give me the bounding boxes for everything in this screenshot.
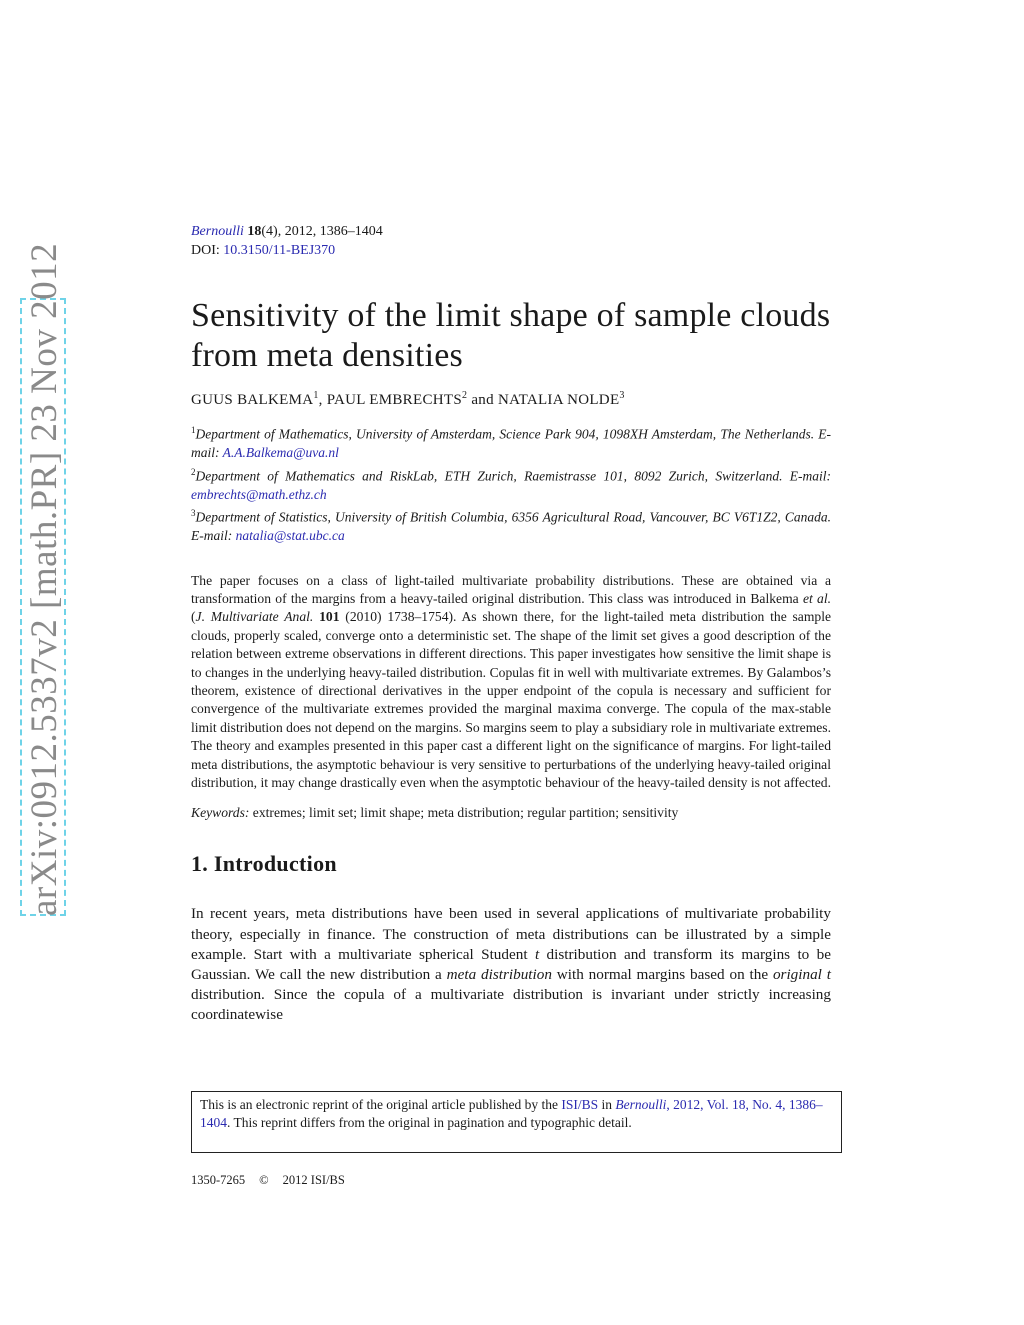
author-list	[191, 390, 831, 409]
author-affil-mark: 3	[619, 390, 625, 401]
affiliations	[191, 421, 831, 546]
intro-text: with normal margins based on the	[551, 965, 773, 983]
author-affil-mark: 1	[313, 390, 319, 401]
reprint-text: This is an electronic reprint of the original article published by the	[200, 1097, 562, 1112]
reprint-text: . This reprint differs from the original in pagination and typographic detail.	[227, 1115, 632, 1130]
journal-link[interactable]: Bernoulli	[615, 1097, 667, 1112]
affiliation-mark: 1	[191, 425, 196, 435]
copyright-icon: ©	[259, 1173, 269, 1187]
introduction-paragraph	[191, 904, 831, 1025]
copyright-line	[191, 1173, 345, 1188]
reprint-notice	[191, 1091, 842, 1153]
keywords-label: Keywords:	[191, 805, 250, 821]
abstract-text: (	[191, 609, 196, 625]
journal-issue-pages: (4), 2012, 1386–1404	[261, 224, 383, 239]
abstract-citation-volume: 101	[319, 609, 340, 625]
issn: 1350-7265	[191, 1173, 246, 1187]
arxiv-stamp	[20, 242, 66, 916]
affiliation-text: Department of Mathematics and RiskLab, ETH Zurich, Raemistrasse 101, 8092 Zurich, Switzerland. E-mail:	[195, 468, 831, 483]
math-var: t	[826, 965, 832, 983]
publisher-link[interactable]: ISI/BS	[561, 1097, 599, 1112]
article-link[interactable]: 2012, Vol. 18, No. 4, 1386–1404	[200, 1097, 823, 1130]
journal-volume: 18	[247, 224, 262, 239]
intro-text: In recent years, meta distributions have been used in several applications of multivariate probability theory, especially in finance. The construction of meta distributions can be illustrated by a simple example. Start with a multivariate spherical Student	[191, 905, 831, 963]
arxiv-identifier[interactable]: arXiv:0912.5337v2 [math.PR] 23 Nov 2012	[24, 242, 65, 916]
author-separator: and	[467, 392, 498, 408]
author-name: GUUS BALKEMA	[191, 392, 314, 408]
email-link[interactable]: natalia@stat.ubc.ca	[235, 528, 345, 543]
journal-link[interactable]: Bernoulli	[191, 224, 244, 239]
abstract-text: The paper focuses on a class of light-tailed multivariate probability distributions. These are obtained via a transformation of the margins from a heavy-tailed original distribution. This class was introduced in Balkema	[191, 572, 831, 606]
math-var: t	[534, 945, 540, 963]
journal-citation	[191, 222, 831, 241]
intro-text: distribution and transform its margins to be Gaussian. We call the new distribution a	[191, 945, 831, 983]
paper-front-page	[191, 222, 831, 1026]
section-heading: 1. Introduction	[191, 851, 337, 877]
keywords-text: extremes; limit set; limit shape; meta distribution; regular partition; sensitivity	[249, 805, 679, 821]
journal-info	[191, 222, 831, 260]
reprint-text: in	[598, 1097, 616, 1112]
reprint-text: ,	[666, 1097, 674, 1112]
abstract-text: (2010) 1738–1754). As shown there, for the light-tailed meta distribution the sample clouds, properly scaled, converge onto a deterministic set. The shape of the limit set gives a good description of the relation between extreme observations in different directions. This paper investigates how sensitive the limit shape is to changes in the underlying heavy-tailed distribution. Copulas fit in well with multivariate extremes. By Galambos’s theorem, existence of directional derivatives in the upper endpoint of the copula is necessary and sufficient for convergence of the multivariate extremes provided the marginal maxima converge. The copula of the max-stable limit distribution does not depend on the margins. So margins seem to play a subsidiary role in multivariate extremes. The theory and examples presented in this paper cast a different light on the significance of margins. For light-tailed meta distributions, the asymptotic behaviour is very sensitive to perturbations of the underlying heavy-tailed original distribution, it may change drastically even when the asymptotic behaviour of the heavy-tailed density is not affected.	[191, 609, 832, 790]
email-link[interactable]: A.A.Balkema@uva.nl	[222, 445, 339, 460]
affiliation-mark: 3	[191, 508, 196, 518]
author-name: NATALIA NOLDE	[497, 392, 620, 408]
affiliation	[191, 504, 831, 546]
doi-line	[191, 241, 831, 260]
doi-label: DOI:	[191, 243, 220, 258]
affiliation-mark: 2	[191, 466, 196, 477]
doi-link[interactable]: 10.3150/11-BEJ370	[223, 243, 336, 258]
affiliation-text: Department of Mathematics, University of Amsterdam, Science Park 904, 1098XH Amsterdam, The Netherlands. E-mail:	[191, 426, 831, 460]
keywords	[191, 804, 831, 822]
affiliation	[191, 421, 831, 463]
abstract-citation: J. Multivariate Anal.	[195, 609, 314, 625]
abstract-text: et al.	[802, 590, 831, 606]
copyright-text: 2012 ISI/BS	[282, 1173, 345, 1187]
author-separator: ,	[318, 392, 327, 408]
email-link[interactable]: embrechts@math.ethz.ch	[191, 486, 327, 502]
abstract	[191, 572, 831, 793]
intro-emphasis: original	[772, 965, 822, 983]
intro-text: distribution. Since the copula of a multivariate distribution is invariant under strictly increasing coordinatewise	[191, 986, 831, 1024]
author-affil-mark: 2	[461, 390, 468, 401]
affiliation	[191, 463, 831, 505]
intro-emphasis: meta distribution	[446, 965, 552, 983]
affiliation-text: Department of Statistics, University of British Columbia, 6356 Agricultural Road, Vancouver, BC V6T1Z2, Canada. E-mail:	[191, 509, 831, 543]
author-name: PAUL EMBRECHTS	[326, 392, 462, 408]
paper-title: Sensitivity of the limit shape of sample clouds from meta densities	[191, 297, 831, 374]
